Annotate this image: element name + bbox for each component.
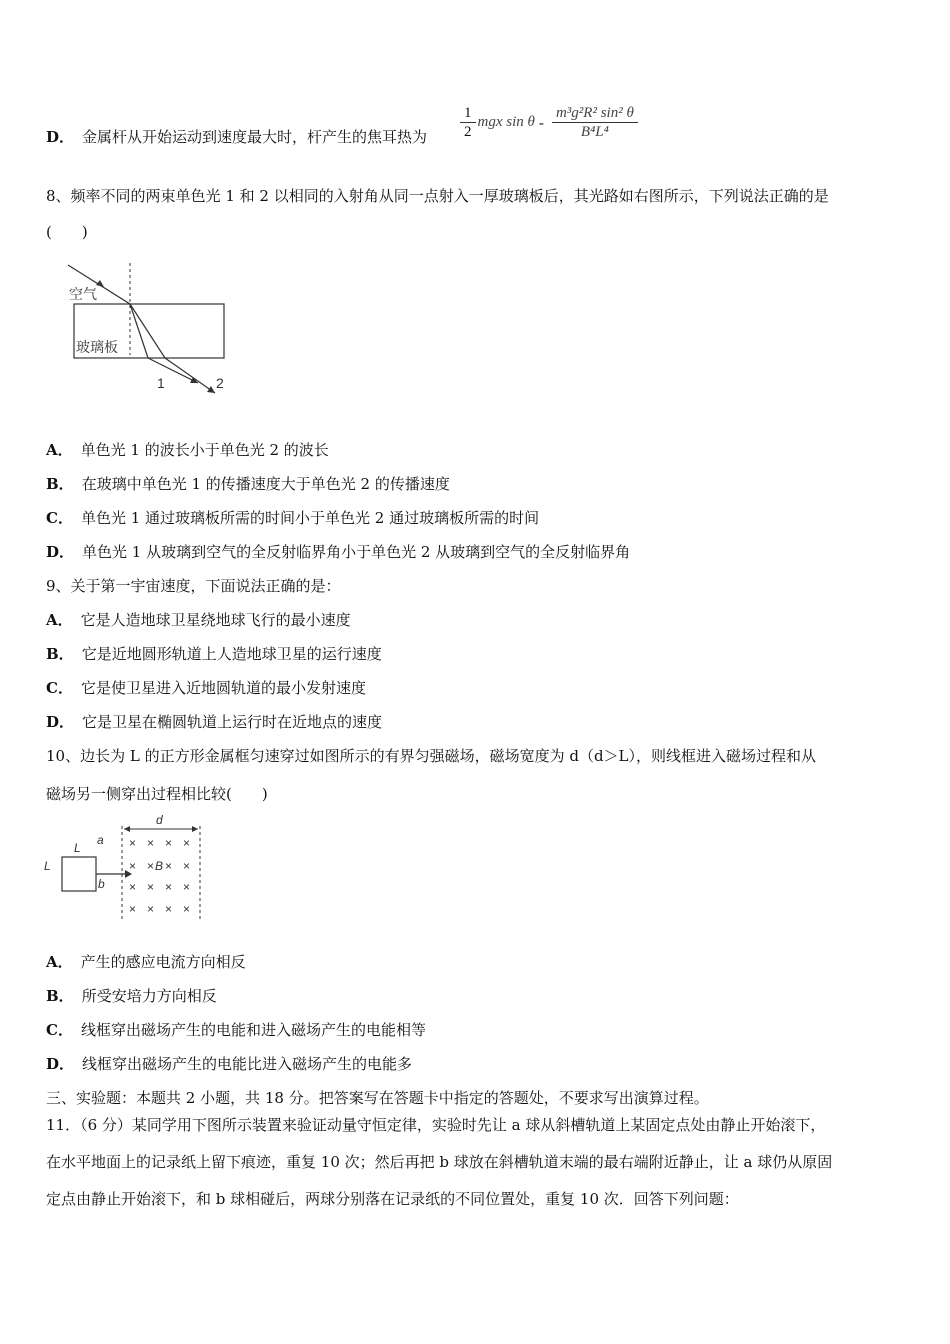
q9-option-b-text: 它是近地圆形轨道上人造地球卫星的运行速度	[81, 645, 382, 663]
q9-option-d	[46, 712, 382, 732]
q8-option-b-text: 在玻璃中单色光 1 的传播速度大于单色光 2 的传播速度	[81, 475, 450, 493]
label-d: d	[156, 813, 163, 827]
q10-option-a-text: 产生的感应电流方向相反	[80, 953, 246, 971]
cross: ×	[183, 902, 191, 916]
q7-option-d-label: D．	[46, 128, 75, 146]
q10-option-d-text: 线框穿出磁场产生的电能比进入磁场产生的电能多	[82, 1055, 413, 1073]
q11-line2: 在水平地面上的记录纸上留下痕迹，重复 10 次；然后再把 b 球放在斜槽轨道末端的最右端附近静止，让 a 球仍从原固	[46, 1153, 833, 1171]
q8-option-b	[46, 474, 450, 494]
cross: ×	[147, 836, 155, 850]
cross: ×	[183, 836, 191, 850]
cross: ×	[165, 902, 173, 916]
cross: ×	[165, 836, 173, 850]
q8-option-b-label: B．	[46, 475, 74, 493]
cross: ×	[183, 880, 191, 894]
label-a: a	[97, 833, 104, 847]
formula-frac-den: B⁴L⁴	[580, 124, 609, 140]
formula-half-num: 1	[460, 104, 476, 123]
q10-option-d-label: D．	[46, 1055, 75, 1073]
label-b: b	[98, 877, 105, 891]
label-B: B	[155, 859, 164, 873]
q10-figure	[38, 812, 213, 924]
q8-stem: 8、频率不同的两束单色光 1 和 2 以相同的入射角从同一点射入一厚玻璃板后，其光路如右图所示，下列说法正确的是	[46, 187, 829, 205]
q8-option-d-label: D．	[46, 543, 75, 561]
q10-option-c-label: C．	[46, 1021, 73, 1039]
cross: ×	[183, 859, 191, 873]
formula-half-den: 2	[464, 124, 472, 140]
label-L-top: L	[74, 841, 81, 855]
q8-option-a-text: 单色光 1 的波长小于单色光 2 的波长	[80, 441, 329, 459]
q9-option-b-label: B．	[46, 645, 74, 663]
label-ray-1: 1	[157, 375, 165, 391]
q8-option-c-text: 单色光 1 通过玻璃板所需的时间小于单色光 2 通过玻璃板所需的时间	[80, 509, 540, 527]
q8-option-a-label: A．	[46, 441, 73, 459]
field-crosses	[129, 836, 190, 916]
q7-option-d	[46, 127, 427, 147]
q8-option-a	[46, 440, 329, 460]
exit-ray-1	[148, 358, 198, 383]
q11-line1: 11．（6 分）某同学用下图所示装置来验证动量守恒定律，实验时先让 a 球从斜槽轨道上某固定点处由静止开始滚下，	[46, 1116, 826, 1134]
q9-option-a-label: A．	[46, 611, 73, 629]
q9-option-b	[46, 644, 382, 664]
label-ray-2: 2	[216, 375, 224, 391]
cross: ×	[147, 880, 155, 894]
q9-option-d-label: D．	[46, 713, 75, 731]
cross: ×	[165, 880, 173, 894]
q9-option-c-text: 它是使卫星进入近地圆轨道的最小发射速度	[80, 679, 366, 697]
exit-ray-2	[165, 358, 215, 393]
q8-option-c	[46, 508, 539, 528]
width-arrow-left-head	[124, 826, 130, 832]
refracted-ray-1	[130, 304, 148, 358]
q10-option-a-label: A．	[46, 953, 73, 971]
q9-stem: 9、关于第一宇宙速度，下面说法正确的是：	[46, 577, 341, 595]
q8-option-d-text: 单色光 1 从玻璃到空气的全反射临界角小于单色光 2 从玻璃到空气的全反射临界角	[82, 543, 631, 561]
width-arrow-right-head	[192, 826, 198, 832]
cross: ×	[147, 859, 155, 873]
cross: ×	[129, 836, 137, 850]
q8-option-d	[46, 542, 630, 562]
cross: ×	[129, 902, 137, 916]
q9-option-d-text: 它是卫星在椭圆轨道上运行时在近地点的速度	[82, 713, 383, 731]
q7-option-d-text: 金属杆从开始运动到速度最大时，杆产生的焦耳热为	[82, 128, 428, 146]
q10-stem-line2: 磁场另一侧穿出过程相比较( )	[46, 785, 268, 803]
formula-half	[460, 104, 476, 141]
exit-arrow-2	[207, 386, 215, 393]
q10-option-d	[46, 1054, 412, 1074]
q8-paren: ( )	[46, 223, 88, 241]
section-3-heading: 三、实验题：本题共 2 小题，共 18 分。把答案写在答题卡中指定的答题处，不要求写出演算过程。	[46, 1089, 709, 1107]
label-L-side: L	[44, 859, 51, 873]
q10-option-a	[46, 952, 246, 972]
q10-stem-line1: 10、边长为 L 的正方形金属框匀速穿过如图所示的有界匀强磁场，磁场宽度为 d（d＞L），则线框进入磁场过程和从	[46, 747, 817, 765]
q10-option-b-text: 所受安培力方向相反	[81, 987, 217, 1005]
q10-option-c-text: 线框穿出磁场产生的电能和进入磁场产生的电能相等	[80, 1021, 426, 1039]
q10-option-c	[46, 1020, 426, 1040]
label-glass: 玻璃板	[76, 339, 118, 355]
square-frame	[62, 857, 96, 891]
q9-option-a-text: 它是人造地球卫星绕地球飞行的最小速度	[80, 611, 351, 629]
label-air: 空气	[69, 286, 97, 302]
q7-formula	[458, 104, 640, 141]
formula-frac-num: m³g²R² sin² θ	[552, 104, 638, 123]
q10-option-b-label: B．	[46, 987, 74, 1005]
cross: ×	[129, 880, 137, 894]
formula-term1: mgx sin θ	[477, 114, 535, 130]
q8-option-c-label: C．	[46, 509, 73, 527]
formula-fraction	[552, 104, 638, 141]
q10-option-b	[46, 986, 217, 1006]
q9-option-c-label: C．	[46, 679, 73, 697]
cross: ×	[129, 859, 137, 873]
q11-line3: 定点由静止开始滚下，和 b 球相碰后，两球分别落在记录纸的不同位置处，重复 10 次．回答下列问题：	[46, 1190, 739, 1208]
cross: ×	[147, 902, 155, 916]
q8-figure	[60, 255, 240, 400]
formula-minus: -	[538, 113, 544, 132]
refracted-ray-2	[130, 304, 165, 358]
q9-option-c	[46, 678, 366, 698]
cross: ×	[165, 859, 173, 873]
q9-option-a	[46, 610, 351, 630]
